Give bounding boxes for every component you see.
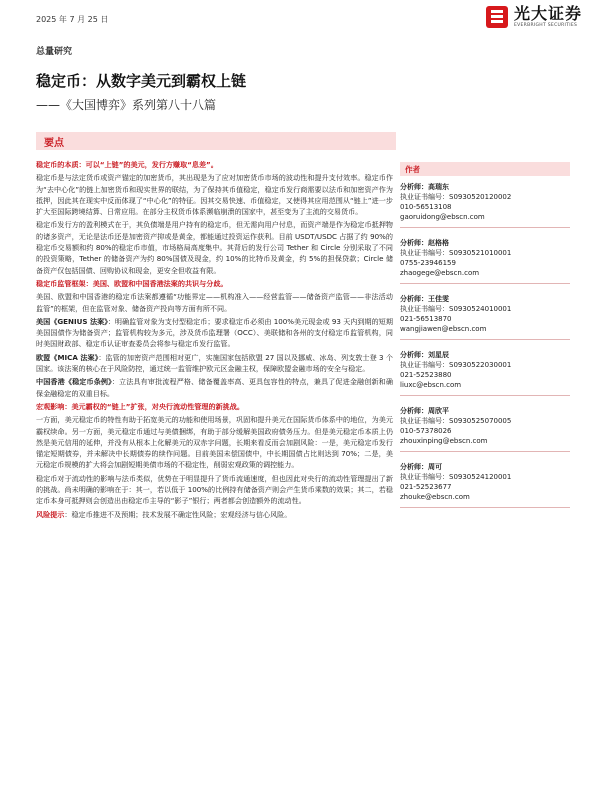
body-paragraph: 美国、欧盟和中国香港的稳定币法案都遵循“功能界定——机构准入——经营监管——储备资产监管——非法活动监管”的框架，但在监管对象、储备资产投向等方面有所不同。 <box>36 292 393 313</box>
analyst-divider <box>400 507 570 508</box>
analyst-divider <box>400 339 570 340</box>
paragraph-text: ：监管的加密资产范围相对更广，实施国家包括欧盟 27 国以及挪威、冰岛、列支敦士登 3 个国家。该法案的核心在于风险防控，通过统一监管维护欧元区金融主权，保障欧盟金融市场的安全与稳定。 <box>36 352 393 374</box>
section-heading: 宏观影响：美元霸权的“链上”扩张，对央行流动性管理的新挑战。 <box>36 401 244 411</box>
authors-label: 作者 <box>405 165 420 174</box>
report-subtitle: ——《大国博弈》系列第八十八篇 <box>36 98 217 112</box>
analyst-email[interactable]: gaoruidong@ebscn.com <box>400 213 485 221</box>
analyst-email[interactable]: zhouke@ebscn.com <box>400 493 470 501</box>
analyst-name: 分析师：周欣平 <box>400 407 449 415</box>
analyst-phone: 021-56513870 <box>400 315 452 323</box>
analyst-card <box>400 182 570 228</box>
brand-name-cn: 光大证券 <box>513 4 582 23</box>
analyst-divider <box>400 451 570 452</box>
analyst-name: 分析师：高瑞东 <box>400 183 449 191</box>
paragraph-text: ：明确监管对象为支付型稳定币；要求稳定币必须由 100%美元现金或 93 天内到期的短期美国国债作为储备资产；监管机构较为多元，涉及货币监理署（OCC）、美联储和各州的支付稳定币监管机构，同时美国财政部、稳定币认证审查委员会将参与稳定币发行监管。 <box>36 316 393 349</box>
body-paragraph: 稳定币对于流动性的影响与法币类似，优势在于明显提升了货币流通速度，但也因此对央行的流动性管理提出了新的挑战。尚未明确的影响在于：其一，若以低于 100%的比例持有储备资产则会产生货币乘数的效果；其二，若稳定币本身可抵押则会创造出由稳定币主导的“影子”银行；两者都会创造额外的流动性。 <box>36 473 393 506</box>
body-paragraph: 稳定币发行方的盈利模式在于，其负债端是用户持有的稳定币，但无需向用户付息，而资产端是作为稳定币抵押物的诸多资产，无论是法币还是加密资产抑或是黄金，都能通过投资运作获利。目前 USDT/USDC 占据了约 90%的稳定币交易额和约 80%的稳定币市值，市场格局高度集中。其背后的发行公司 Tether 和 Circle 分别采取了不同的投资策略，Tether 的储备资产为约 80%国债及现金，约 10%的比特币及黄金，约 5%的担保贷款；Circle 储备资产仅包括国债、回购协议和现金，更安全但收益有限。 <box>36 220 393 275</box>
brand-logo <box>486 6 582 29</box>
analyst-divider <box>400 283 570 284</box>
everbright-logo-icon <box>486 6 508 28</box>
analyst-email[interactable]: wangjiawen@ebscn.com <box>400 325 487 333</box>
regulation-paragraph <box>36 376 393 399</box>
analyst-card <box>400 294 570 340</box>
regulation-paragraph <box>36 352 393 375</box>
authors-header-bar <box>400 162 570 176</box>
section-heading: 稳定币的本质：可以“上链”的美元，发行方赚取“息差”。 <box>36 160 218 169</box>
report-title: 稳定币：从数字美元到霸权上链 <box>36 72 247 90</box>
analyst-phone: 010-56513108 <box>400 203 452 211</box>
report-category: 总量研究 <box>36 47 73 57</box>
analyst-cert: 执业证书编号：S0930524010001 <box>400 305 512 313</box>
analyst-phone: 021-52523677 <box>400 483 452 491</box>
paragraph-text: ：稳定币推进不及预期；技术发展不确定性风险；宏观经济与信心风险。 <box>64 509 292 519</box>
analyst-phone: 010-57378026 <box>400 427 452 435</box>
analyst-card <box>400 462 570 508</box>
paragraph-lead: 欧盟《MICA 法案》 <box>36 352 99 362</box>
analyst-card <box>400 350 570 396</box>
analyst-name: 分析师：王佳雯 <box>400 295 449 303</box>
analyst-email[interactable]: zhouxinping@ebscn.com <box>400 437 488 445</box>
analyst-divider <box>400 395 570 396</box>
summary-body <box>36 159 393 522</box>
body-paragraph: 一方面，美元稳定币的特性有助于拓宽美元的功能和使用场景，巩固和提升美元在国际货币体系中的地位，为美元霸权续命。另一方面，美元稳定币通过与美债捆绑，有助于部分缓解美国政府债务压力。但是美元稳定币本质上仍然是美元信用的延伸，并没有从根本上化解美元的双赤字问题，长期来看反而会加剧风险：一是，美元稳定币发行锚定短期债券，并未解决中长期债券的续作问题。目前美国未偿国债中，中长期国债占比则达到 70%；二是，美元稳定币规模的扩大将会加剧短期美债市场的不稳定性，削弱宏观政策的调控能力。 <box>36 415 393 470</box>
analyst-phone: 021-52523880 <box>400 371 452 379</box>
paragraph-lead: 中国香港《稳定币条例》 <box>36 377 112 387</box>
body-paragraph: 稳定币是与法定货币或资产锚定的加密货币，其出现是为了应对加密货币市场的波动性和提升支付效率。稳定币作为“去中心化”的链上加密货币和现实世界的联结，为了保持其币值稳定，稳定币发行商需要以法币和加密资产作为抵押，因此其在现实中反而体现了“中心化”的特征。因其交易快速、币值稳定，又使得其应用范围从“链上”进一步扩大至国际跨境结算、日常应用。在部分主权货币体系濒临崩溃的国家中，甚至变为了主流的交易货币。 <box>36 173 393 217</box>
analyst-email[interactable]: liuxc@ebscn.com <box>400 381 462 389</box>
analyst-name: 分析师：刘星辰 <box>400 351 449 359</box>
section-heading: 稳定币监管框架：美国、欧盟和中国香港法案的共识与分歧。 <box>36 278 228 288</box>
paragraph-lead: 风险提示 <box>36 509 65 519</box>
analyst-cert: 执业证书编号：S0930521010001 <box>400 249 512 257</box>
analyst-cert: 执业证书编号：S0930522030001 <box>400 361 512 369</box>
report-date: 2025 年 7 月 25 日 <box>36 15 109 24</box>
analyst-phone: 0755-23946159 <box>400 259 456 267</box>
analyst-name: 分析师：周可 <box>400 463 442 471</box>
authors-panel <box>400 162 570 518</box>
analyst-name: 分析师：赵格格 <box>400 239 449 247</box>
paragraph-lead: 美国《GENIUS 法案》 <box>36 316 108 326</box>
analyst-email[interactable]: zhaogege@ebscn.com <box>400 269 480 277</box>
paragraph-text: ：立法具有审批流程严格、储备覆盖率高、更具包容性的特点，兼具了促进金融创新和确保金融稳定的双重目标。 <box>36 377 393 398</box>
summary-header-bar <box>36 132 396 150</box>
analyst-divider <box>400 227 570 228</box>
brand-name-en: EVERBRIGHT SECURITIES <box>513 23 578 28</box>
analyst-cert: 执业证书编号：S0930525070005 <box>400 417 512 425</box>
analyst-card <box>400 406 570 452</box>
summary-label: 要点 <box>44 138 64 149</box>
analyst-cert: 执业证书编号：S0930524120001 <box>400 473 512 481</box>
analyst-card <box>400 238 570 284</box>
regulation-paragraph <box>36 316 393 350</box>
risk-warning <box>36 509 393 520</box>
analyst-cert: 执业证书编号：S0930520120002 <box>400 193 512 201</box>
